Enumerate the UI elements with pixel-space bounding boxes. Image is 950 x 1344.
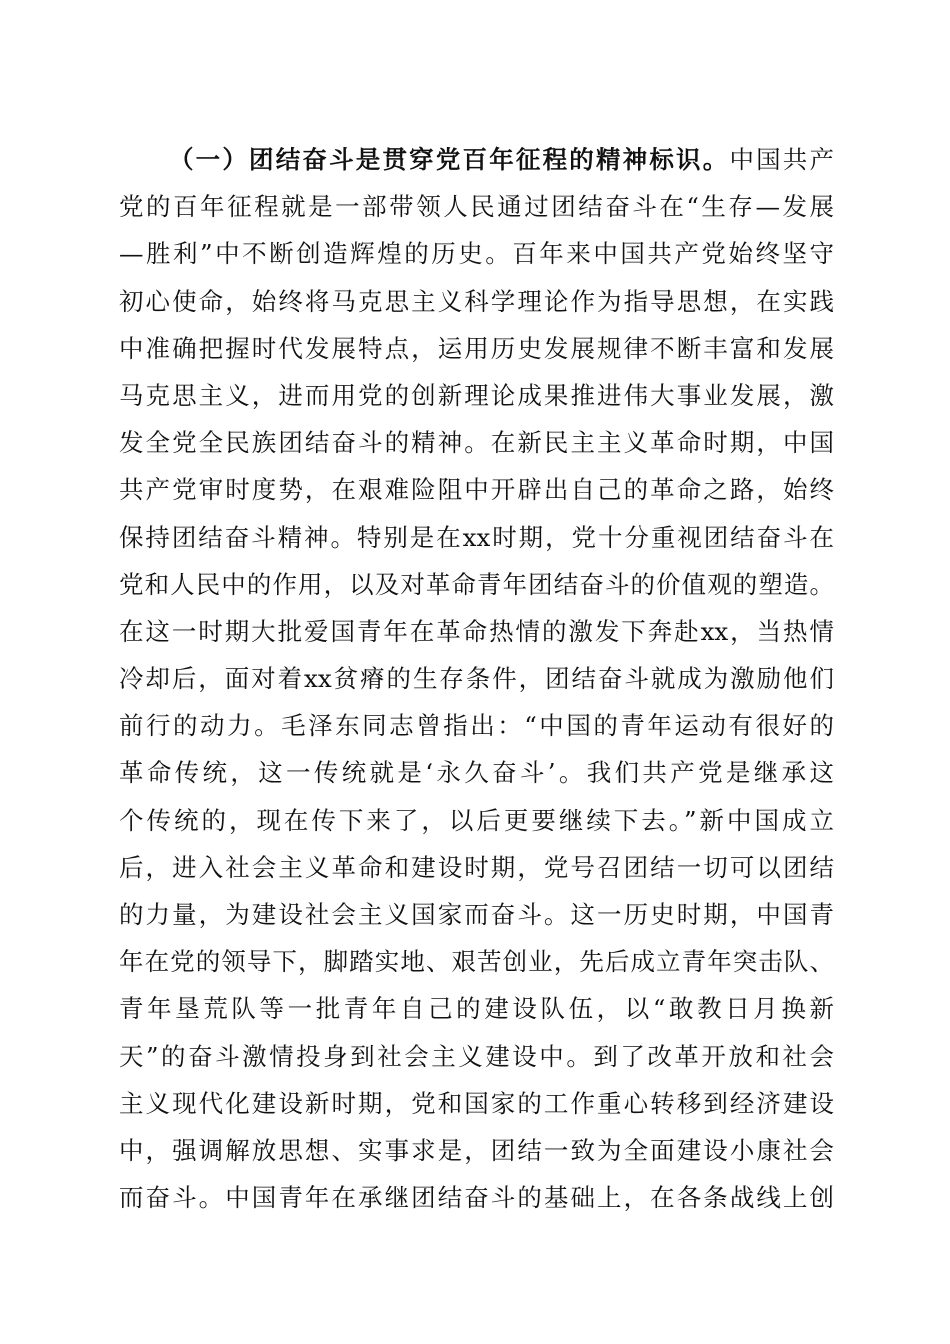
paragraph-line: —胜利”中不断创造辉煌的历史。百年来中国共产党始终坚守: [119, 239, 834, 269]
paragraph-line: 主义现代化建设新时期，党和国家的工作重心转移到经济建设: [119, 1088, 834, 1118]
paragraph-line: 后，进入社会主义革命和建设时期，党号召团结一切可以团结: [119, 852, 834, 882]
paragraph-line: 天”的奋斗激情投身到社会主义建设中。到了改革开放和社会: [119, 1041, 834, 1071]
paragraph-line: 在这一时期大批爱国青年在革命热情的激发下奔赴xx，当热情: [119, 616, 834, 646]
paragraph-line: 中准确把握时代发展特点，运用历史发展规律不断丰富和发展: [119, 333, 834, 363]
paragraph-line: 个传统的，现在传下来了，以后更要继续下去。”新中国成立: [119, 805, 834, 835]
paragraph-line: 而奋斗。中国青年在承继团结奋斗的基础上，在各条战线上创: [119, 1183, 834, 1213]
paragraph-line: 初心使命，始终将马克思主义科学理论作为指导思想，在实践: [119, 286, 834, 316]
paragraph-line: 发全党全民族团结奋斗的精神。在新民主主义革命时期，中国: [119, 428, 834, 458]
paragraph-line: 马克思主义，进而用党的创新理论成果推进伟大事业发展，激: [119, 380, 834, 410]
paragraph-line: 中，强调解放思想、实事求是，团结一致为全面建设小康社会: [119, 1135, 834, 1165]
paragraph-line: 党和人民中的作用，以及对革命青年团结奋斗的价值观的塑造。: [119, 569, 834, 599]
paragraph-line: 共产党审时度势，在艰难险阻中开辟出自己的革命之路，始终: [119, 475, 834, 505]
paragraph-line: 革命传统，这一传统就是‘永久奋斗’。我们共产党是继承这: [119, 758, 834, 788]
paragraph-line: 的力量，为建设社会主义国家而奋斗。这一历史时期，中国青: [119, 900, 834, 929]
paragraph-line: 前行的动力。毛泽东同志曾指出：“中国的青年运动有很好的: [119, 711, 834, 741]
paragraph-line: 年在党的领导下，脚踏实地、艰苦创业，先后成立青年突击队、: [119, 947, 834, 977]
paragraph-line: 青年垦荒队等一批青年自己的建设队伍，以“敢教日月换新: [119, 994, 834, 1024]
paragraph-line: 冷却后，面对着xx贫瘠的生存条件，团结奋斗就成为激励他们: [119, 664, 834, 694]
first-line-rest: 中国共产: [729, 145, 834, 174]
paragraph-line: 党的百年征程就是一部带领人民通过团结奋斗在“生存—发展: [119, 192, 834, 222]
section-heading: （一）团结奋斗是贯穿党百年征程的精神标识。: [169, 145, 730, 174]
paragraph-line: 保持团结奋斗精神。特别是在xx时期，党十分重视团结奋斗在: [119, 522, 834, 552]
paragraph-first-line: [119, 136, 834, 183]
body-paragraph: [119, 136, 834, 1221]
